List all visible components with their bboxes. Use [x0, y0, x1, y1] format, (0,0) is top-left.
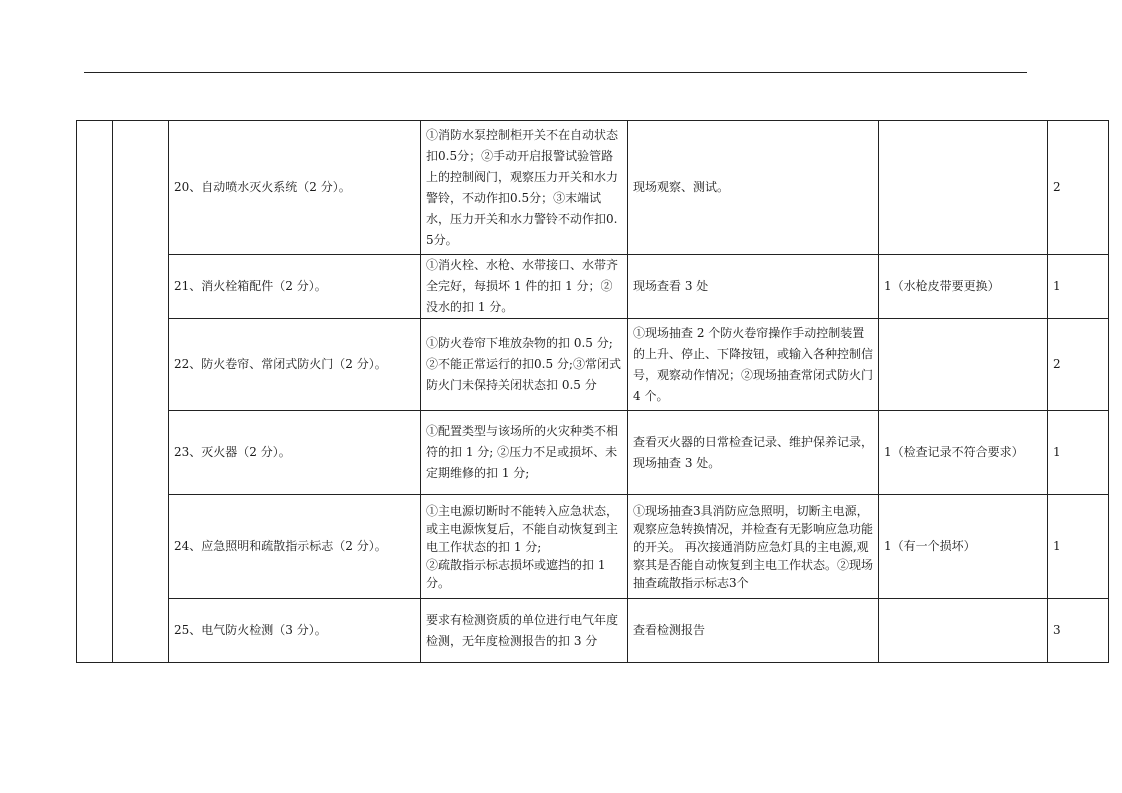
- score-cell: 1: [1048, 411, 1109, 495]
- result-cell: 1（检查记录不符合要求）: [879, 411, 1048, 495]
- result-cell: 1（水枪皮带要更换）: [879, 255, 1048, 319]
- score-cell: 2: [1048, 121, 1109, 255]
- method-cell: ①现场抽查3具消防应急照明，切断主电源，观察应急转换情况，并检查有无影响应急功能的开关。 再次接通消防应急灯具的主电源,观察其是否能自动恢复到主电工作状态。②现场抽查疏散指示标志3个: [628, 495, 879, 599]
- table-row: [77, 411, 1109, 495]
- table-row: [77, 599, 1109, 663]
- subcategory-cell: [113, 121, 169, 663]
- item-cell: 23、灭火器（2 分）。: [169, 411, 421, 495]
- category-cell: [77, 121, 113, 663]
- result-cell: [879, 121, 1048, 255]
- item-cell: 24、应急照明和疏散指示标志（2 分）。: [169, 495, 421, 599]
- inspection-table: [76, 120, 1109, 663]
- result-cell: 1（有一个损坏）: [879, 495, 1048, 599]
- item-cell: 20、自动喷水灭火系统（2 分）。: [169, 121, 421, 255]
- standard-cell: ①防火卷帘下堆放杂物的扣 0.5 分;②不能正常运行的扣0.5 分;③常闭式防火门未保持关闭状态扣 0.5 分: [421, 319, 628, 411]
- table-row: [77, 121, 1109, 255]
- score-cell: 3: [1048, 599, 1109, 663]
- item-cell: 21、消火栓箱配件（2 分）。: [169, 255, 421, 319]
- score-cell: 1: [1048, 495, 1109, 599]
- item-cell: 25、电气防火检测（3 分）。: [169, 599, 421, 663]
- header-rule: [84, 72, 1027, 73]
- standard-cell: ①配置类型与该场所的火灾种类不相符的扣 1 分; ②压力不足或损坏、未定期维修的扣 1 分;: [421, 411, 628, 495]
- method-cell: 查看灭火器的日常检查记录、维护保养记录，现场抽查 3 处。: [628, 411, 879, 495]
- item-cell: 22、防火卷帘、常闭式防火门（2 分）。: [169, 319, 421, 411]
- standard-cell: ①主电源切断时不能转入应急状态，或主电源恢复后，不能自动恢复到主电工作状态的扣 1 分; ②疏散指示标志损坏或遮挡的扣 1 分。: [421, 495, 628, 599]
- method-cell: ①现场抽查 2 个防火卷帘操作手动控制装置的上升、停止、下降按钮，或输入各种控制信号，观察动作情况；②现场抽查常闭式防火门 4 个。: [628, 319, 879, 411]
- standard-cell: ①消火栓、水枪、水带接口、水带齐全完好，每损坏 1 件的扣 1 分；②没水的扣 1 分。: [421, 255, 628, 319]
- table-row: [77, 495, 1109, 599]
- score-cell: 1: [1048, 255, 1109, 319]
- table-row: [77, 319, 1109, 411]
- method-cell: 现场查看 3 处: [628, 255, 879, 319]
- method-cell: 现场观察、测试。: [628, 121, 879, 255]
- result-cell: [879, 599, 1048, 663]
- result-cell: [879, 319, 1048, 411]
- method-cell: 查看检测报告: [628, 599, 879, 663]
- table-row: [77, 255, 1109, 319]
- score-cell: 2: [1048, 319, 1109, 411]
- standard-cell: 要求有检测资质的单位进行电气年度检测，无年度检测报告的扣 3 分: [421, 599, 628, 663]
- standard-cell: ①消防水泵控制柜开关不在自动状态扣0.5分；②手动开启报警试验管路上的控制阀门，观察压力开关和水力警铃，不动作扣0.5分；③末端试水，压力开关和水力警铃不动作扣0.5分。: [421, 121, 628, 255]
